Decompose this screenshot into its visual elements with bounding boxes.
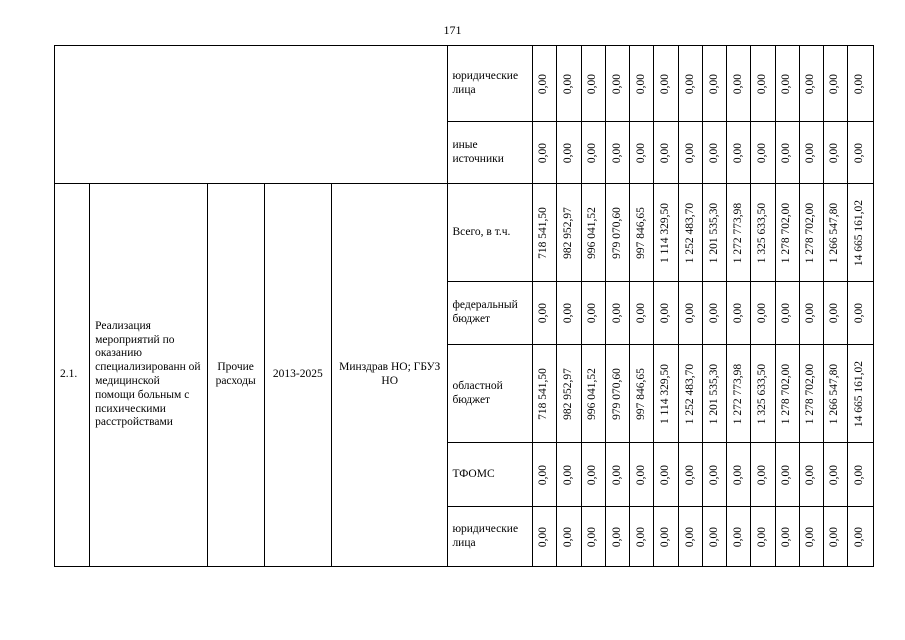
value-cell: 1 272 773,98 [727,184,751,282]
value-cell: 0,00 [775,282,799,345]
value-cell: 0,00 [630,443,654,507]
value-cell: 1 252 483,70 [679,184,703,282]
value-cell: 0,00 [799,507,823,567]
value-cell: 0,00 [556,507,581,567]
value-cell: 0,00 [532,507,556,567]
source-label: ТФОМС [448,443,532,507]
value-cell: 0,00 [679,282,703,345]
value-cell: 0,00 [775,443,799,507]
value-cell: 0,00 [775,122,799,184]
value-cell: 1 278 702,00 [799,184,823,282]
page-number: 171 [443,23,462,37]
value-cell: 0,00 [581,122,605,184]
source-label: юридические лица [448,507,532,567]
value-cell: 0,00 [605,507,629,567]
value-cell: 0,00 [703,282,727,345]
value-cell: 0,00 [823,507,847,567]
item-index: 2.1. [55,184,90,567]
value-cell: 0,00 [751,46,775,122]
value-cell: 1 201 535,30 [703,345,727,443]
value-cell: 0,00 [823,122,847,184]
value-cell: 0,00 [847,282,873,345]
value-cell: 1 278 702,00 [799,345,823,443]
value-cell: 14 665 161,02 [847,345,873,443]
value-cell: 1 272 773,98 [727,345,751,443]
value-cell: 0,00 [799,46,823,122]
value-cell: 0,00 [751,282,775,345]
value-cell: 979 070,60 [605,345,629,443]
value-cell: 0,00 [532,46,556,122]
value-cell: 1 266 547,80 [823,345,847,443]
source-label: Всего, в т.ч. [448,184,532,282]
table-row [55,46,874,122]
value-cell: 0,00 [703,443,727,507]
value-cell: 0,00 [581,46,605,122]
value-cell: 0,00 [679,443,703,507]
expense-type: Прочие расходы [207,184,264,567]
value-cell: 982 952,97 [556,345,581,443]
value-cell: 0,00 [751,507,775,567]
value-cell: 0,00 [630,282,654,345]
value-cell: 0,00 [679,507,703,567]
value-cell: 0,00 [679,122,703,184]
budget-table [54,45,874,567]
value-cell: 996 041,52 [581,184,605,282]
value-cell: 0,00 [703,46,727,122]
value-cell: 0,00 [654,507,679,567]
value-cell: 0,00 [727,46,751,122]
source-label: иные источники [448,122,532,184]
value-cell: 1 278 702,00 [775,345,799,443]
value-cell: 0,00 [703,507,727,567]
value-cell: 996 041,52 [581,345,605,443]
value-cell: 1 325 633,50 [751,345,775,443]
source-label: юридические лица [448,46,532,122]
value-cell: 0,00 [654,46,679,122]
value-cell: 0,00 [556,46,581,122]
value-cell: 0,00 [581,282,605,345]
value-cell: 0,00 [799,443,823,507]
value-cell: 0,00 [775,46,799,122]
value-cell: 0,00 [630,46,654,122]
value-cell: 997 846,65 [630,345,654,443]
value-cell: 0,00 [727,122,751,184]
value-cell: 0,00 [532,443,556,507]
value-cell: 0,00 [823,46,847,122]
value-cell: 0,00 [581,443,605,507]
value-cell: 0,00 [727,443,751,507]
value-cell: 0,00 [630,507,654,567]
value-cell: 1 114 329,50 [654,184,679,282]
value-cell: 0,00 [532,282,556,345]
value-cell: 0,00 [630,122,654,184]
value-cell: 0,00 [799,282,823,345]
value-cell: 0,00 [727,282,751,345]
value-cell: 1 278 702,00 [775,184,799,282]
value-cell: 0,00 [727,507,751,567]
value-cell: 0,00 [605,46,629,122]
value-cell: 997 846,65 [630,184,654,282]
table-row [55,184,874,282]
source-label: федеральный бюджет [448,282,532,345]
table-body [55,46,874,567]
value-cell: 0,00 [679,46,703,122]
value-cell: 14 665 161,02 [847,184,873,282]
value-cell: 1 266 547,80 [823,184,847,282]
value-cell: 0,00 [556,122,581,184]
value-cell: 0,00 [823,443,847,507]
value-cell: 0,00 [532,122,556,184]
value-cell: 0,00 [605,122,629,184]
executor: Минздрав НО; ГБУЗ НО [331,184,447,567]
value-cell: 0,00 [654,443,679,507]
value-cell: 0,00 [581,507,605,567]
value-cell: 0,00 [556,282,581,345]
value-cell: 0,00 [799,122,823,184]
value-cell: 0,00 [605,443,629,507]
value-cell: 0,00 [751,122,775,184]
value-cell: 0,00 [847,46,873,122]
empty-merged-cell [55,46,448,184]
value-cell: 0,00 [654,282,679,345]
value-cell: 718 541,50 [532,345,556,443]
value-cell: 1 201 535,30 [703,184,727,282]
value-cell: 0,00 [556,443,581,507]
value-cell: 1 252 483,70 [679,345,703,443]
value-cell: 0,00 [605,282,629,345]
item-name: Реализация мероприятий по оказанию специализированн ой медицинской помощи больным с психическими расстройствами [90,184,207,567]
value-cell: 0,00 [847,122,873,184]
value-cell: 0,00 [775,507,799,567]
value-cell: 0,00 [847,443,873,507]
value-cell: 1 325 633,50 [751,184,775,282]
source-label: областной бюджет [448,345,532,443]
value-cell: 0,00 [751,443,775,507]
value-cell: 979 070,60 [605,184,629,282]
value-cell: 0,00 [703,122,727,184]
period: 2013-2025 [264,184,331,567]
value-cell: 0,00 [654,122,679,184]
value-cell: 1 114 329,50 [654,345,679,443]
value-cell: 0,00 [847,507,873,567]
value-cell: 718 541,50 [532,184,556,282]
value-cell: 0,00 [823,282,847,345]
value-cell: 982 952,97 [556,184,581,282]
